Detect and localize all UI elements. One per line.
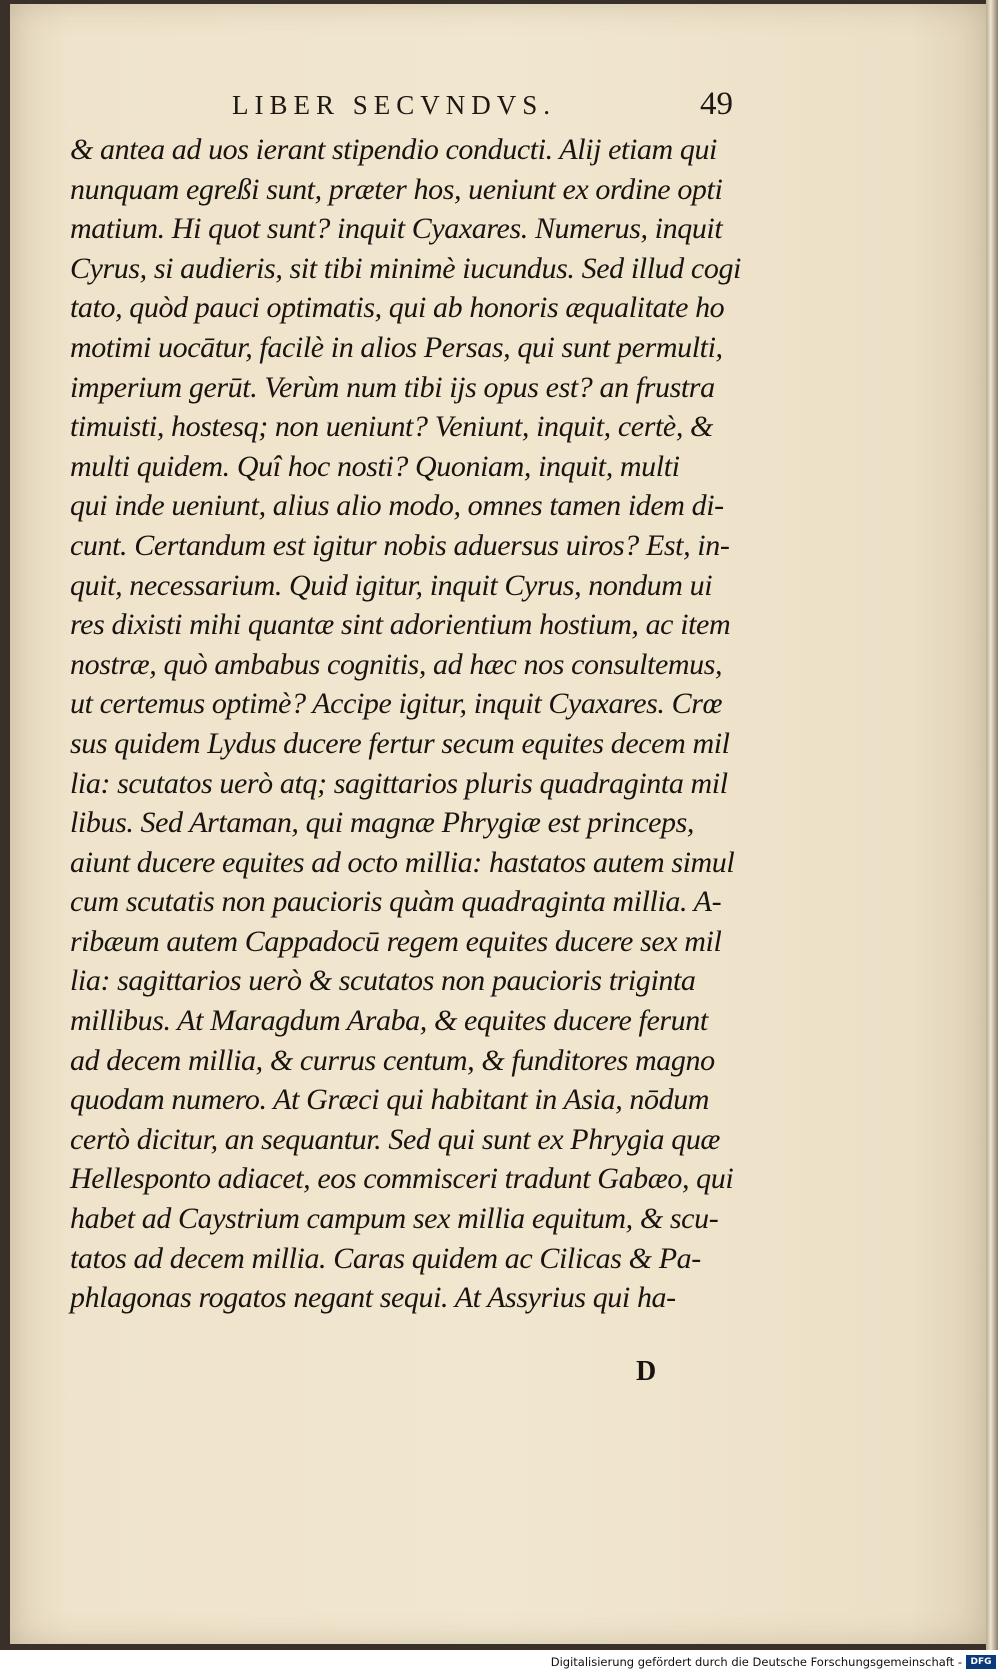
text-line: multi quidem. Quî hoc nosti? Quoniam, inquit, multi: [70, 449, 680, 483]
footer-bar: [0, 1650, 1000, 1676]
funding-credit: Digitalisierung gefördert durch die Deutsche Forschungsgemeinschaft -: [550, 1655, 962, 1669]
text-line: & antea ad uos ierant stipendio conducti. Alij etiam qui: [70, 133, 717, 166]
text-line: libus. Sed Artaman, qui magnæ Phrygiæ est princeps,: [70, 806, 695, 840]
text-line: ut certemus optimè? Accipe igitur, inquit Cyaxares. Crœ: [70, 687, 723, 721]
text-line: motimi uocātur, facilè in alios Persas, qui sunt permulti,: [70, 330, 723, 364]
text-line: timuisti, hostesq; non ueniunt? Veniunt, inquit, certè, &: [70, 410, 713, 444]
text-line: tatos ad decem millia. Caras quidem ac Cilicas & Pa-: [70, 1241, 701, 1275]
text-line: matium. Hi quot sunt? inquit Cyaxares. Numerus, inquit: [70, 212, 723, 246]
text-line: Hellesponto adiacet, eos commisceri tradunt Gabæo, qui: [70, 1162, 734, 1196]
text-line: ribæum autem Cappadocū regem equites ducere sex mil: [70, 924, 722, 958]
page-edge: [986, 0, 998, 1650]
text-line: Cyrus, si audieris, sit tibi minimè iucundus. Sed illud cogi: [70, 251, 741, 285]
text-line: imperium gerūt. Verùm num tibi ijs opus est? an frustra: [70, 370, 715, 404]
text-line: lia: sagittarios uerò & scutatos non paucioris triginta: [70, 964, 696, 998]
text-line: certò dicitur, an sequantur. Sed qui sunt ex Phrygia quæ: [70, 1122, 721, 1156]
text-line: cunt. Certandum est igitur nobis aduersus uiros? Est, in-: [70, 528, 730, 562]
text-line: lia: scutatos uerò atq; sagittarios pluris quadraginta mil: [70, 766, 728, 800]
text-line: quit, necessarium. Quid igitur, inquit Cyrus, nondum ui: [70, 568, 713, 602]
text-line: habet ad Caystrium campum sex millia equitum, & scu-: [70, 1202, 719, 1236]
text-line: quodam numero. At Græci qui habitant in Asia, nōdum: [70, 1083, 710, 1117]
text-line: millibus. At Maragdum Araba, & equites ducere ferunt: [70, 1004, 708, 1038]
text-line: nostræ, quò ambabus cognitis, ad hæc nos consultemus,: [70, 647, 723, 681]
text-line: cum scutatis non paucioris quàm quadraginta millia. A-: [70, 885, 722, 919]
dfg-logo-icon: DFG: [966, 1655, 996, 1669]
signature-mark: D: [636, 1356, 657, 1387]
body-text: [70, 130, 760, 1318]
book-page: [10, 4, 988, 1644]
text-line: aiunt ducere equites ad octo millia: hastatos autem simul: [70, 845, 735, 879]
text-line: res dixisti mihi quantæ sint adorientium hostium, ac item: [70, 608, 731, 642]
running-head: LIBER SECVNDVS.: [232, 90, 557, 120]
text-line: sus quidem Lydus ducere fertur secum equites decem mil: [70, 726, 730, 760]
text-line: phlagonas rogatos negant sequi. At Assyrius qui ha-: [70, 1281, 676, 1315]
text-line: nunquam egreßi sunt, præter hos, ueniunt ex ordine opti: [70, 172, 723, 206]
page-number: 49: [700, 86, 733, 122]
text-line: ad decem millia, & currus centum, & funditores magno: [70, 1043, 715, 1077]
text-line: qui inde ueniunt, alius alio modo, omnes tamen idem di-: [70, 489, 724, 523]
text-line: tato, quòd pauci optimatis, qui ab honoris æqualitate ho: [70, 291, 725, 325]
